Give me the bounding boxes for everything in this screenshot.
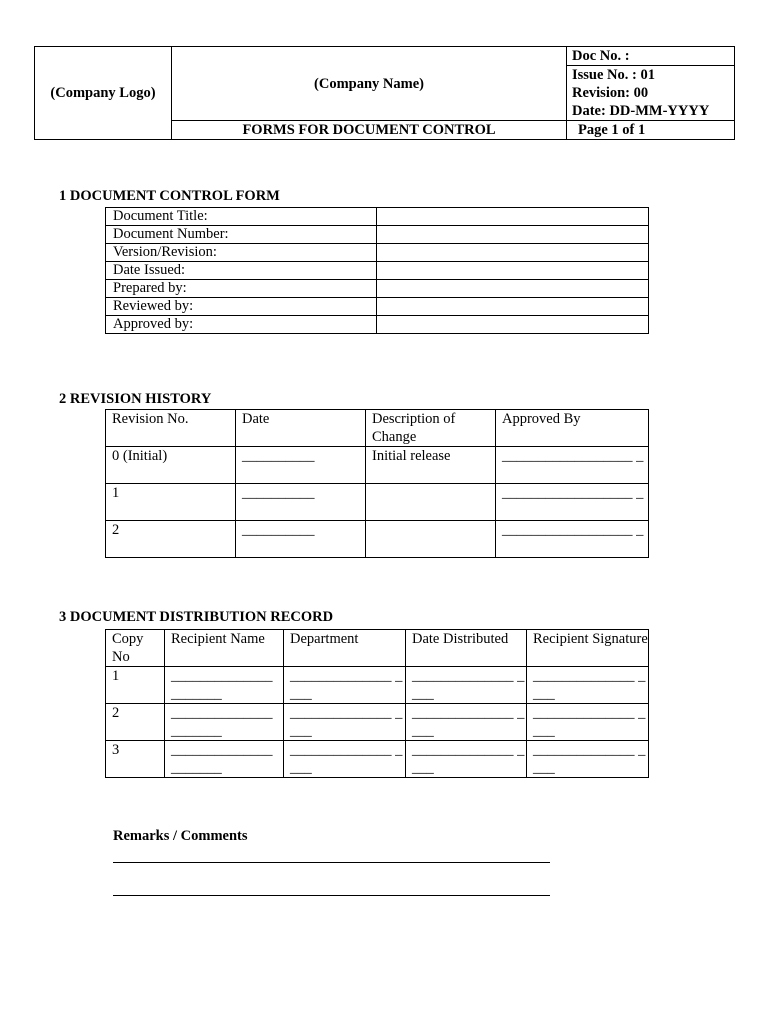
- column-header: Recipient Name: [165, 630, 284, 667]
- field-label: Prepared by:: [106, 280, 377, 298]
- table-cell[interactable]: [366, 521, 496, 558]
- table-row: [106, 280, 649, 298]
- table-cell[interactable]: ______________ ____: [284, 704, 406, 741]
- table-cell[interactable]: __________________ _: [496, 521, 649, 558]
- table-row: [106, 741, 649, 778]
- section1-heading: 1 DOCUMENT CONTROL FORM: [59, 188, 280, 204]
- table-cell: 1: [106, 667, 165, 704]
- document-header: [34, 46, 735, 140]
- remarks-label: Remarks / Comments: [113, 828, 248, 844]
- table-header-row: [106, 630, 649, 667]
- table-cell[interactable]: ______________ ____: [406, 704, 527, 741]
- table-cell[interactable]: ______________ ____: [527, 704, 649, 741]
- document-meta: [567, 47, 735, 121]
- table-header-row: [106, 410, 649, 447]
- column-header: Date: [236, 410, 366, 447]
- table-row: [106, 316, 649, 334]
- field-label: Document Title:: [106, 208, 377, 226]
- table-row: [106, 704, 649, 741]
- remarks-line-2[interactable]: [113, 895, 550, 896]
- table-row: [106, 521, 649, 558]
- section3-heading: 3 DOCUMENT DISTRIBUTION RECORD: [59, 609, 334, 625]
- field-value[interactable]: [377, 226, 649, 244]
- column-header: Approved By: [496, 410, 649, 447]
- page-number: Page 1 of 1: [567, 121, 735, 140]
- table-cell[interactable]: __________________ _: [496, 484, 649, 521]
- field-label: Document Number:: [106, 226, 377, 244]
- column-header: Recipient Signature: [527, 630, 649, 667]
- table-cell[interactable]: ______________ _______: [165, 741, 284, 778]
- table-row: [106, 447, 649, 484]
- table-cell[interactable]: Initial release: [366, 447, 496, 484]
- table-cell: 3: [106, 741, 165, 778]
- field-label: Reviewed by:: [106, 298, 377, 316]
- field-value[interactable]: [377, 316, 649, 334]
- field-value[interactable]: [377, 280, 649, 298]
- table-cell[interactable]: __________: [236, 447, 366, 484]
- table-row: [106, 298, 649, 316]
- remarks-line-1[interactable]: [113, 862, 550, 863]
- table-cell[interactable]: ______________ ____: [527, 741, 649, 778]
- table-cell[interactable]: __________________ _: [496, 447, 649, 484]
- field-value[interactable]: [377, 298, 649, 316]
- table-cell[interactable]: __________: [236, 484, 366, 521]
- table-row: [106, 667, 649, 704]
- table-row: [106, 484, 649, 521]
- table-cell[interactable]: ______________ ____: [284, 741, 406, 778]
- company-logo-placeholder: (Company Logo): [35, 47, 172, 140]
- column-header: Department: [284, 630, 406, 667]
- table-row: [106, 226, 649, 244]
- company-name: (Company Name): [172, 47, 567, 121]
- section2-heading: 2 REVISION HISTORY: [59, 391, 212, 407]
- table-cell[interactable]: ______________ _______: [165, 704, 284, 741]
- table-cell: 1: [106, 484, 236, 521]
- field-label: Approved by:: [106, 316, 377, 334]
- field-value[interactable]: [377, 262, 649, 280]
- field-value[interactable]: [377, 244, 649, 262]
- table-cell[interactable]: ______________ ____: [406, 667, 527, 704]
- document-date: Date: DD-MM-YYYY: [572, 103, 710, 119]
- column-header: Copy No: [106, 630, 165, 667]
- column-header: Description of Change: [366, 410, 496, 447]
- table-cell: 2: [106, 521, 236, 558]
- issue-number: Issue No. : 01: [572, 67, 655, 83]
- field-value[interactable]: [377, 208, 649, 226]
- form-title: FORMS FOR DOCUMENT CONTROL: [172, 121, 567, 140]
- table-cell: 0 (Initial): [106, 447, 236, 484]
- table-cell: 2: [106, 704, 165, 741]
- revision-number: Revision: 00: [572, 85, 649, 101]
- document-control-table: [105, 207, 649, 334]
- doc-number: Doc No. :: [567, 47, 734, 66]
- distribution-record-table: [105, 629, 649, 778]
- field-label: Version/Revision:: [106, 244, 377, 262]
- table-cell[interactable]: __________: [236, 521, 366, 558]
- table-cell[interactable]: ______________ ____: [406, 741, 527, 778]
- table-cell[interactable]: [366, 484, 496, 521]
- column-header: Revision No.: [106, 410, 236, 447]
- table-cell[interactable]: ______________ ____: [284, 667, 406, 704]
- revision-history-table: [105, 409, 649, 558]
- column-header: Date Distributed: [406, 630, 527, 667]
- table-cell[interactable]: ______________ ____: [527, 667, 649, 704]
- table-row: [106, 208, 649, 226]
- table-cell[interactable]: ______________ _______: [165, 667, 284, 704]
- table-row: [106, 244, 649, 262]
- field-label: Date Issued:: [106, 262, 377, 280]
- table-row: [106, 262, 649, 280]
